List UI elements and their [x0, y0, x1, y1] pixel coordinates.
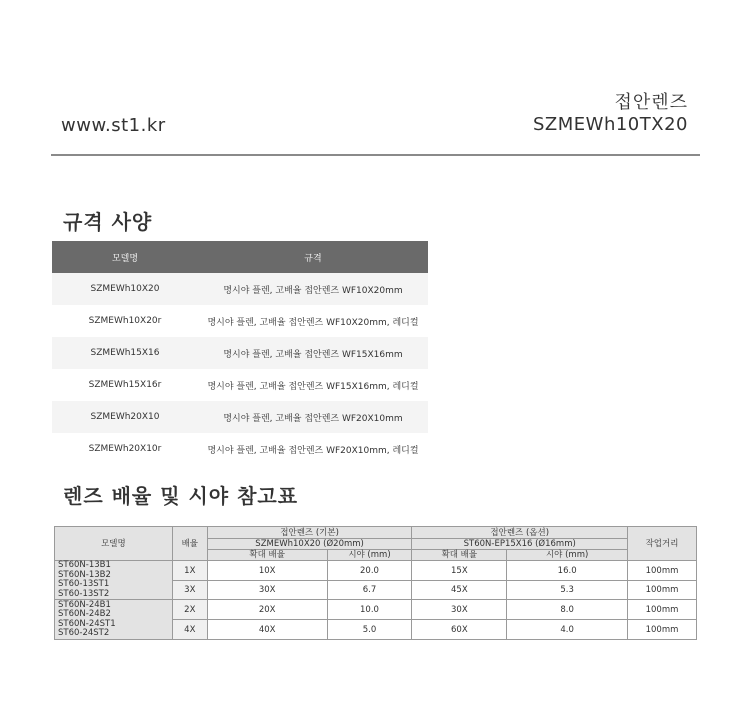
table-row — [52, 337, 428, 369]
spec-desc-cell: 명시야 플렌, 고배율 접안렌즈 WF15X16mm — [198, 337, 428, 369]
ref-header-dist: 작업거리 — [628, 527, 697, 561]
ref-header-basic-fov: 시야 (mm) — [327, 550, 412, 561]
ref-dist-cell: 100mm — [628, 620, 697, 640]
spec-section-title: 규격 사양 — [63, 210, 153, 234]
reference-section-title: 렌즈 배율 및 시야 참고표 — [63, 484, 299, 508]
ref-header-basic-group: 접안렌즈 (기본) — [207, 527, 412, 539]
spec-header-spec: 규격 — [198, 241, 428, 273]
table-row — [52, 369, 428, 401]
table-row — [52, 305, 428, 337]
ref-option-fov-cell: 8.0 — [507, 600, 628, 620]
model-group-cell — [55, 600, 173, 640]
model-name: ST60N-24B1 — [58, 599, 111, 610]
spec-model-cell: SZMEWh10X20 — [52, 273, 198, 305]
table-row — [52, 433, 428, 465]
header-divider — [51, 154, 700, 156]
ref-basic-fov-cell: 5.0 — [327, 620, 412, 640]
spec-desc-cell: 명시야 플렌, 고배율 접안렌즈 WF20X10mm, 레디컬 — [207, 445, 419, 456]
ref-basic-fov-cell: 6.7 — [327, 581, 412, 600]
ref-header-option-model: ST60N-EP15X16 (Ø16mm) — [412, 539, 628, 550]
model-name: ST60N-24B2 — [58, 609, 111, 619]
ref-header-mag: 배율 — [172, 527, 207, 561]
model-name: ST60N-13B1 — [58, 560, 111, 570]
ref-header-option-fov: 시야 (mm) — [507, 550, 628, 561]
ref-dist-cell: 100mm — [628, 561, 697, 581]
ref-mag-cell: 4X — [172, 620, 207, 640]
ref-dist-cell: 100mm — [628, 600, 697, 620]
table-row — [55, 600, 697, 620]
spec-model-cell: SZMEWh15X16 — [52, 337, 198, 369]
ref-option-mag-cell: 15X — [412, 561, 507, 581]
model-name: ST60-24ST2 — [58, 628, 110, 638]
spec-model-cell: SZMEWh20X10 — [52, 401, 198, 433]
ref-mag-cell: 2X — [172, 600, 207, 620]
spec-header-model: 모델명 — [52, 241, 198, 273]
ref-header-basic-model: SZMEWh10X20 (Ø20mm) — [207, 539, 412, 550]
ref-basic-fov-cell: 20.0 — [327, 561, 412, 581]
ref-option-fov-cell: 16.0 — [507, 561, 628, 581]
spec-table — [52, 241, 428, 465]
ref-option-mag-cell: 60X — [412, 620, 507, 640]
ref-option-mag-cell: 45X — [412, 581, 507, 600]
spec-desc-cell: 명시야 플렌, 고배율 접안렌즈 WF10X20mm, 레디컬 — [207, 317, 419, 328]
spec-model-cell: SZMEWh20X10r — [88, 444, 162, 454]
table-row — [55, 561, 697, 581]
spec-model-cell: SZMEWh15X16r — [88, 380, 162, 390]
ref-option-fov-cell: 5.3 — [507, 581, 628, 600]
product-model-title: SZMEWh10TX20 — [532, 114, 688, 135]
model-name: ST60N-13B2 — [58, 569, 111, 580]
ref-basic-mag-cell: 40X — [207, 620, 327, 640]
table-row — [52, 401, 428, 433]
spec-model-cell: SZMEWh10X20r — [88, 316, 162, 326]
table-row — [52, 273, 428, 305]
product-category-title: 접안렌즈 — [614, 92, 688, 113]
model-name: ST60-13ST2 — [58, 588, 110, 599]
ref-basic-fov-cell: 10.0 — [327, 600, 412, 620]
ref-option-fov-cell: 4.0 — [507, 620, 628, 640]
ref-mag-cell: 3X — [172, 581, 207, 600]
ref-basic-mag-cell: 30X — [207, 581, 327, 600]
spec-desc-cell: 명시야 플렌, 고배율 접안렌즈 WF15X16mm, 레디컬 — [207, 381, 419, 392]
model-name: ST60N-24ST1 — [58, 618, 116, 629]
ref-option-mag-cell: 30X — [412, 600, 507, 620]
ref-mag-cell: 1X — [172, 561, 207, 581]
ref-header-option-mag: 확대 배율 — [412, 550, 507, 561]
ref-header-model: 모델명 — [55, 527, 173, 561]
spec-desc-cell: 명시야 플렌, 고배율 접안렌즈 WF10X20mm — [198, 273, 428, 305]
ref-basic-mag-cell: 20X — [207, 600, 327, 620]
ref-header-option-group: 접안렌즈 (옵션) — [412, 527, 628, 539]
spec-desc-cell: 명시야 플렌, 고배율 접안렌즈 WF20X10mm — [198, 401, 428, 433]
site-url[interactable]: www.st1.kr — [61, 115, 166, 136]
model-group-cell — [55, 561, 173, 600]
reference-table — [54, 526, 697, 640]
ref-basic-mag-cell: 10X — [207, 561, 327, 581]
ref-header-basic-mag: 확대 배율 — [207, 550, 327, 561]
ref-dist-cell: 100mm — [628, 581, 697, 600]
model-name: ST60-13ST1 — [58, 579, 110, 589]
